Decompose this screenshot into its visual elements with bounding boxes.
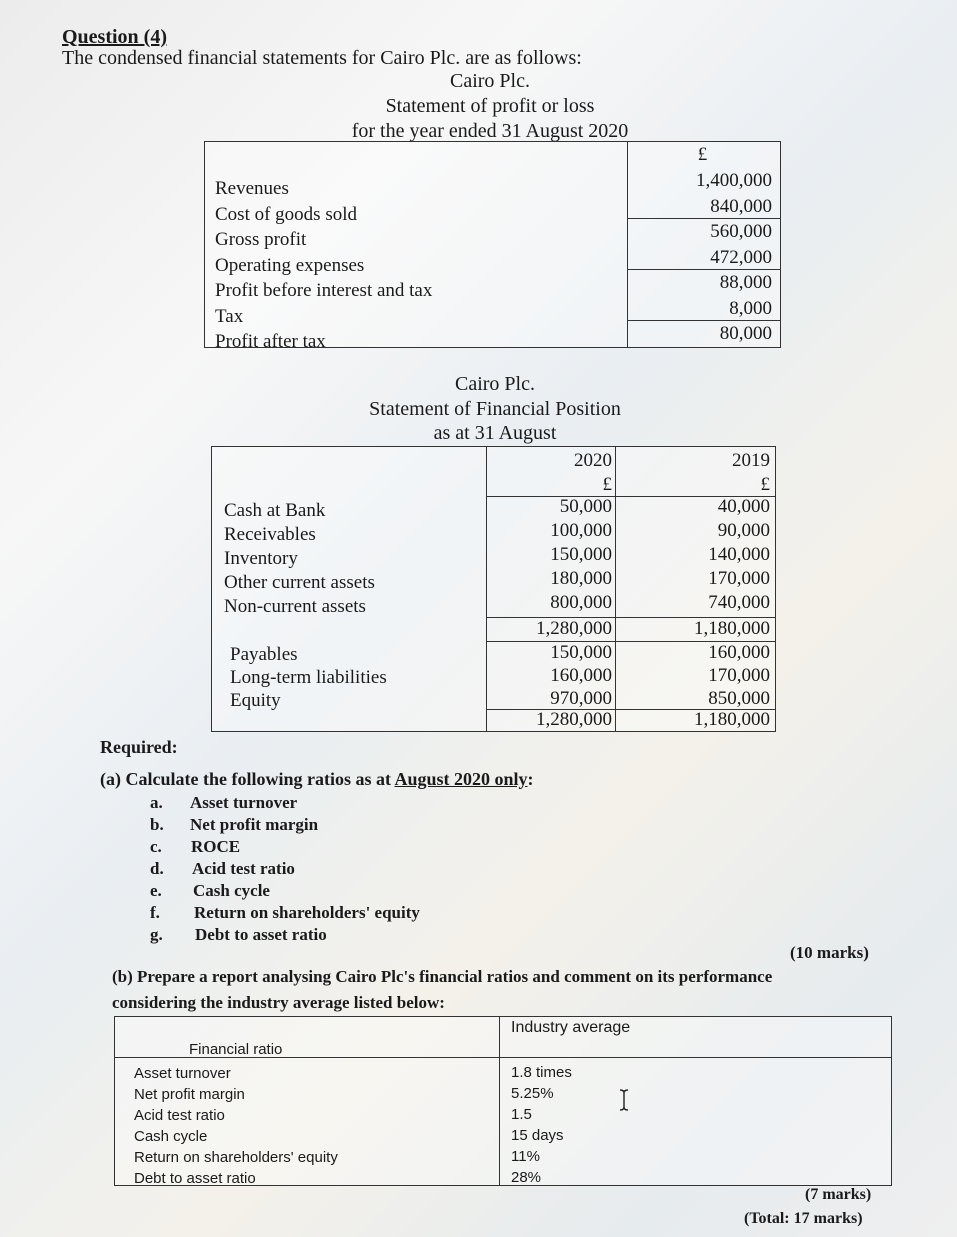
sofp-liability-2020 (488, 641, 612, 710)
sofp-asset-2020 (488, 495, 612, 615)
pl-label: Revenues (215, 178, 289, 199)
pl-value: 8,000 (729, 297, 772, 319)
part-a-prefix: (a) Calculate the following ratios as at (100, 769, 395, 789)
sofp-year-2019: 2019 (732, 450, 770, 471)
sofp-company: Cairo Plc. (455, 373, 535, 395)
industry-table (114, 1016, 892, 1186)
sofp-value: 850,000 (708, 688, 770, 709)
ratio-text: Asset turnover (190, 793, 298, 812)
sofp-total-assets-2020: 1,280,000 (536, 618, 612, 639)
sofp-value: 160,000 (708, 642, 770, 663)
industry-ratio: Debt to asset ratio (134, 1170, 256, 1187)
sofp-asset-2019 (617, 495, 770, 615)
sofp-total-liabilities-2020: 1,280,000 (536, 709, 612, 730)
intro-text: The condensed financial statements for Cairo Plc. are as follows: (62, 47, 582, 69)
sofp-currency-2020: £ (602, 474, 612, 495)
sofp-year-2020: 2020 (574, 450, 612, 471)
sofp-value: 150,000 (550, 642, 612, 663)
pl-rule (628, 218, 780, 219)
ratio-text: Debt to asset ratio (195, 925, 327, 944)
pl-label: Gross profit (215, 229, 307, 250)
ratio-item (150, 836, 420, 858)
industry-ratio: Acid test ratio (134, 1107, 225, 1124)
industry-header-ratio: Financial ratio (189, 1041, 283, 1058)
ratio-letter: d. (150, 859, 164, 878)
ratio-text: Return on shareholders' equity (194, 903, 420, 922)
ratio-item (150, 858, 420, 880)
ratio-item (150, 792, 420, 814)
industry-header-average: Industry average (511, 1019, 631, 1036)
pl-value: 560,000 (710, 221, 772, 242)
sofp-period: as at 31 August (433, 422, 557, 444)
sofp-table (211, 446, 776, 732)
industry-ratio: Return on shareholders' equity (134, 1149, 338, 1166)
sofp-label: Cash at Bank (224, 500, 326, 521)
sofp-value: 100,000 (550, 520, 612, 541)
sofp-value: 170,000 (708, 568, 770, 589)
sofp-label: Inventory (224, 548, 298, 569)
sofp-divider (486, 447, 487, 731)
pl-label: Profit before interest and tax (215, 280, 433, 301)
sofp-value: 150,000 (550, 544, 612, 565)
part-b-line1: (b) Prepare a report analysing Cairo Plc's financial ratios and comment on its performance (112, 967, 773, 986)
sofp-label: Non-current assets (224, 596, 366, 617)
pl-period: for the year ended 31 August 2020 (351, 120, 629, 142)
part-a-marks: (10 marks) (790, 943, 869, 962)
ratio-item (150, 814, 420, 836)
part-a-instruction (100, 769, 534, 790)
sofp-value: 160,000 (550, 665, 612, 686)
part-b-marks: (7 marks) (805, 1186, 872, 1203)
sofp-value: 740,000 (708, 592, 770, 613)
industry-value: 28% (511, 1169, 542, 1186)
industry-ratio: Asset turnover (134, 1065, 231, 1082)
sofp-liability-labels (230, 643, 486, 712)
sofp-value: 40,000 (717, 496, 770, 517)
ratio-letter: g. (150, 925, 163, 944)
sofp-asset-labels (224, 499, 484, 619)
ratio-text: ROCE (191, 837, 241, 856)
pl-currency: £ (697, 144, 708, 165)
sofp-value: 970,000 (550, 688, 612, 709)
pl-label: Operating expenses (215, 254, 365, 276)
sofp-currency-2019: £ (760, 474, 770, 495)
ratio-item (150, 880, 420, 902)
industry-value: 5.25% (511, 1085, 554, 1102)
ratio-letter: a. (150, 793, 163, 812)
industry-value: 15 days (511, 1127, 564, 1144)
industry-divider (499, 1017, 500, 1185)
question-title: Question (4) (62, 26, 167, 48)
part-b-line2: considering the industry average listed below: (112, 993, 445, 1012)
part-a-date: August 2020 only (394, 769, 528, 789)
sofp-value: 50,000 (559, 496, 612, 517)
sofp-label: Receivables (224, 524, 316, 545)
pl-label: Tax (215, 305, 244, 327)
pl-divider (627, 142, 628, 347)
sofp-label: Payables (230, 644, 298, 665)
text-cursor-icon (617, 1089, 631, 1111)
pl-rule (628, 320, 780, 321)
ratio-list (150, 792, 420, 946)
sofp-divider (615, 447, 616, 731)
ratio-letter: e. (150, 881, 162, 900)
ratio-item (150, 924, 420, 946)
sofp-label: Other current assets (224, 572, 375, 593)
sofp-value: 140,000 (708, 544, 770, 565)
industry-ratio: Cash cycle (134, 1128, 208, 1145)
pl-label: Profit after tax (215, 331, 326, 352)
ratio-letter: f. (150, 903, 160, 922)
ratio-text: Net profit margin (190, 815, 319, 834)
pl-value: 840,000 (710, 195, 772, 217)
industry-value: 1.5 (511, 1106, 532, 1123)
pl-label: Cost of goods sold (215, 203, 357, 225)
sofp-liability-2019 (617, 641, 770, 710)
pl-value: 80,000 (719, 323, 772, 344)
pl-table (204, 141, 781, 352)
sofp-value: 170,000 (708, 665, 770, 686)
pl-labels (215, 176, 615, 355)
sofp-total-liabilities-2019: 1,180,000 (694, 709, 770, 730)
pl-value: 472,000 (710, 246, 772, 268)
pl-rule (628, 269, 780, 270)
pl-statement: Statement of profit or loss (385, 95, 595, 117)
sofp-label: Long-term liabilities (230, 667, 387, 688)
sofp-statement: Statement of Financial Position (369, 398, 621, 420)
industry-value: 11% (511, 1148, 540, 1165)
industry-value: 1.8 times (511, 1064, 572, 1081)
sofp-value: 800,000 (550, 592, 612, 613)
total-marks: (Total: 17 marks) (744, 1210, 863, 1227)
ratio-letter: c. (150, 837, 162, 856)
industry-value-list (511, 1062, 572, 1188)
sofp-value: 90,000 (717, 520, 770, 541)
ratio-text: Acid test ratio (192, 859, 295, 878)
pl-company: Cairo Plc. (450, 70, 530, 92)
ratio-item (150, 902, 420, 924)
industry-ratio: Net profit margin (134, 1086, 245, 1103)
sofp-total-assets-2019: 1,180,000 (694, 618, 770, 639)
sofp-label: Equity (230, 690, 281, 711)
required-heading: Required: (100, 737, 178, 757)
pl-value: 88,000 (719, 272, 772, 293)
ratio-text: Cash cycle (193, 881, 270, 900)
sofp-value: 180,000 (550, 568, 612, 589)
pl-value: 1,400,000 (696, 170, 772, 191)
ratio-letter: b. (150, 815, 164, 834)
part-a-suffix: : (527, 769, 534, 789)
industry-ratio-list (134, 1063, 338, 1189)
